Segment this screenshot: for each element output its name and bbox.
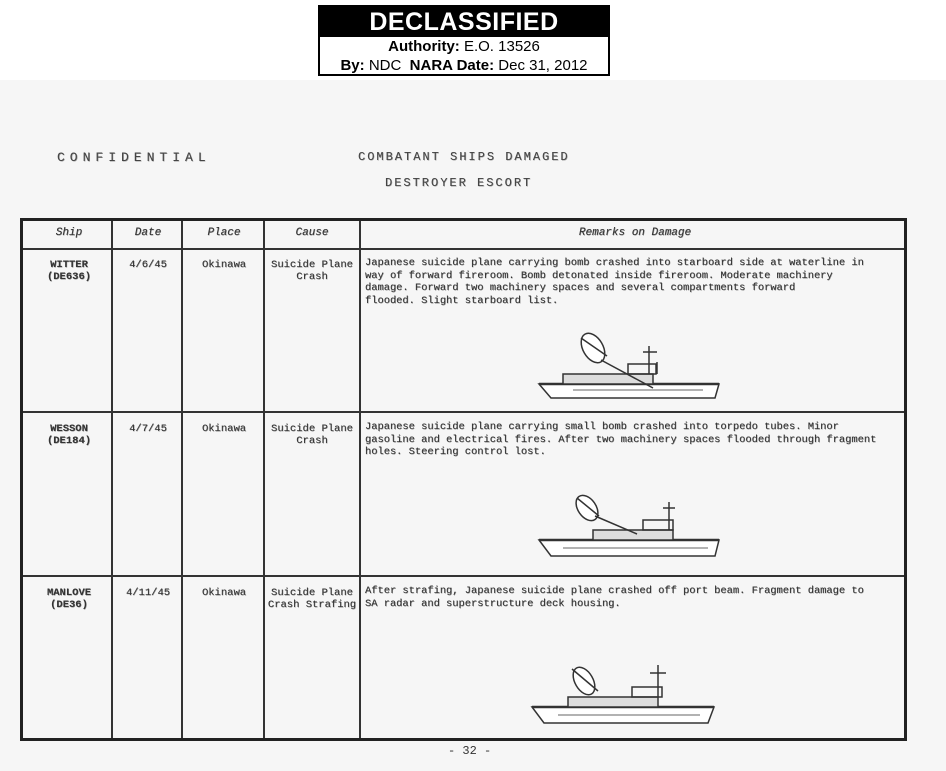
row-place: Okinawa	[201, 259, 247, 271]
col-header-cause: Cause	[295, 227, 329, 239]
ship-damage-diagram	[533, 326, 733, 406]
nara-label: NARA Date:	[409, 57, 495, 74]
column-divider	[111, 221, 113, 738]
page-number: - 32 -	[448, 744, 492, 758]
col-header-remarks: Remarks on Damage	[578, 227, 692, 239]
authority-value: E.O. 13526	[463, 38, 540, 55]
row-place: Okinawa	[201, 423, 247, 435]
row-place: Okinawa	[201, 587, 247, 599]
by-label: By:	[340, 57, 365, 74]
row-cause: Suicide Plane Crash Strafing	[267, 587, 357, 611]
authority-label: Authority:	[388, 38, 460, 55]
ship-damage-diagram	[528, 653, 728, 733]
col-header-ship: Ship	[55, 227, 83, 239]
col-header-place: Place	[207, 227, 241, 239]
row-ship: WESSON (DE184)	[46, 423, 92, 447]
row-cause: Suicide Plane Crash	[271, 423, 353, 447]
declassified-stamp	[318, 5, 610, 76]
row-divider	[23, 411, 904, 413]
nara-value: Dec 31, 2012	[498, 57, 588, 74]
row-date: 4/11/45	[125, 587, 171, 599]
row-remarks: After strafing, Japanese suicide plane crashed off port beam. Fragment damage to SA radar and superstructure deck housing.	[365, 585, 864, 610]
damage-table	[20, 218, 907, 741]
stamp-authority	[320, 37, 608, 56]
document-subtitle: DESTROYER ESCORT	[385, 176, 533, 190]
col-header-date: Date	[134, 227, 162, 239]
row-ship: WITTER (DE636)	[46, 259, 92, 283]
row-date: 4/6/45	[129, 259, 167, 271]
row-remarks: Japanese suicide plane carrying bomb crashed into starboard side at waterline in way of forward fireroom. Bomb detonated inside fireroom. Moderate machinery damage. Forward two machinery spaces and several compartments forward flooded. Slight starboard list.	[365, 257, 864, 307]
stamp-by	[320, 56, 608, 75]
stamp-title: DECLASSIFIED	[320, 7, 608, 37]
column-divider	[263, 221, 265, 738]
by-value: NDC	[368, 57, 402, 74]
column-divider	[181, 221, 183, 738]
row-cause: Suicide Plane Crash	[271, 259, 353, 283]
classification-header: CONFIDENTIAL	[57, 150, 211, 165]
header-divider	[23, 248, 904, 250]
ship-damage-diagram	[533, 486, 733, 566]
document-title: COMBATANT SHIPS DAMAGED	[358, 150, 570, 164]
column-divider	[359, 221, 361, 738]
row-date: 4/7/45	[129, 423, 167, 435]
row-divider	[23, 575, 904, 577]
row-remarks: Japanese suicide plane carrying small bomb crashed into torpedo tubes. Minor gasoline and electrical fires. After two machinery spaces flooded through fragment holes. Steering control lost.	[365, 421, 877, 458]
row-ship: MANLOVE (DE36)	[46, 587, 92, 611]
